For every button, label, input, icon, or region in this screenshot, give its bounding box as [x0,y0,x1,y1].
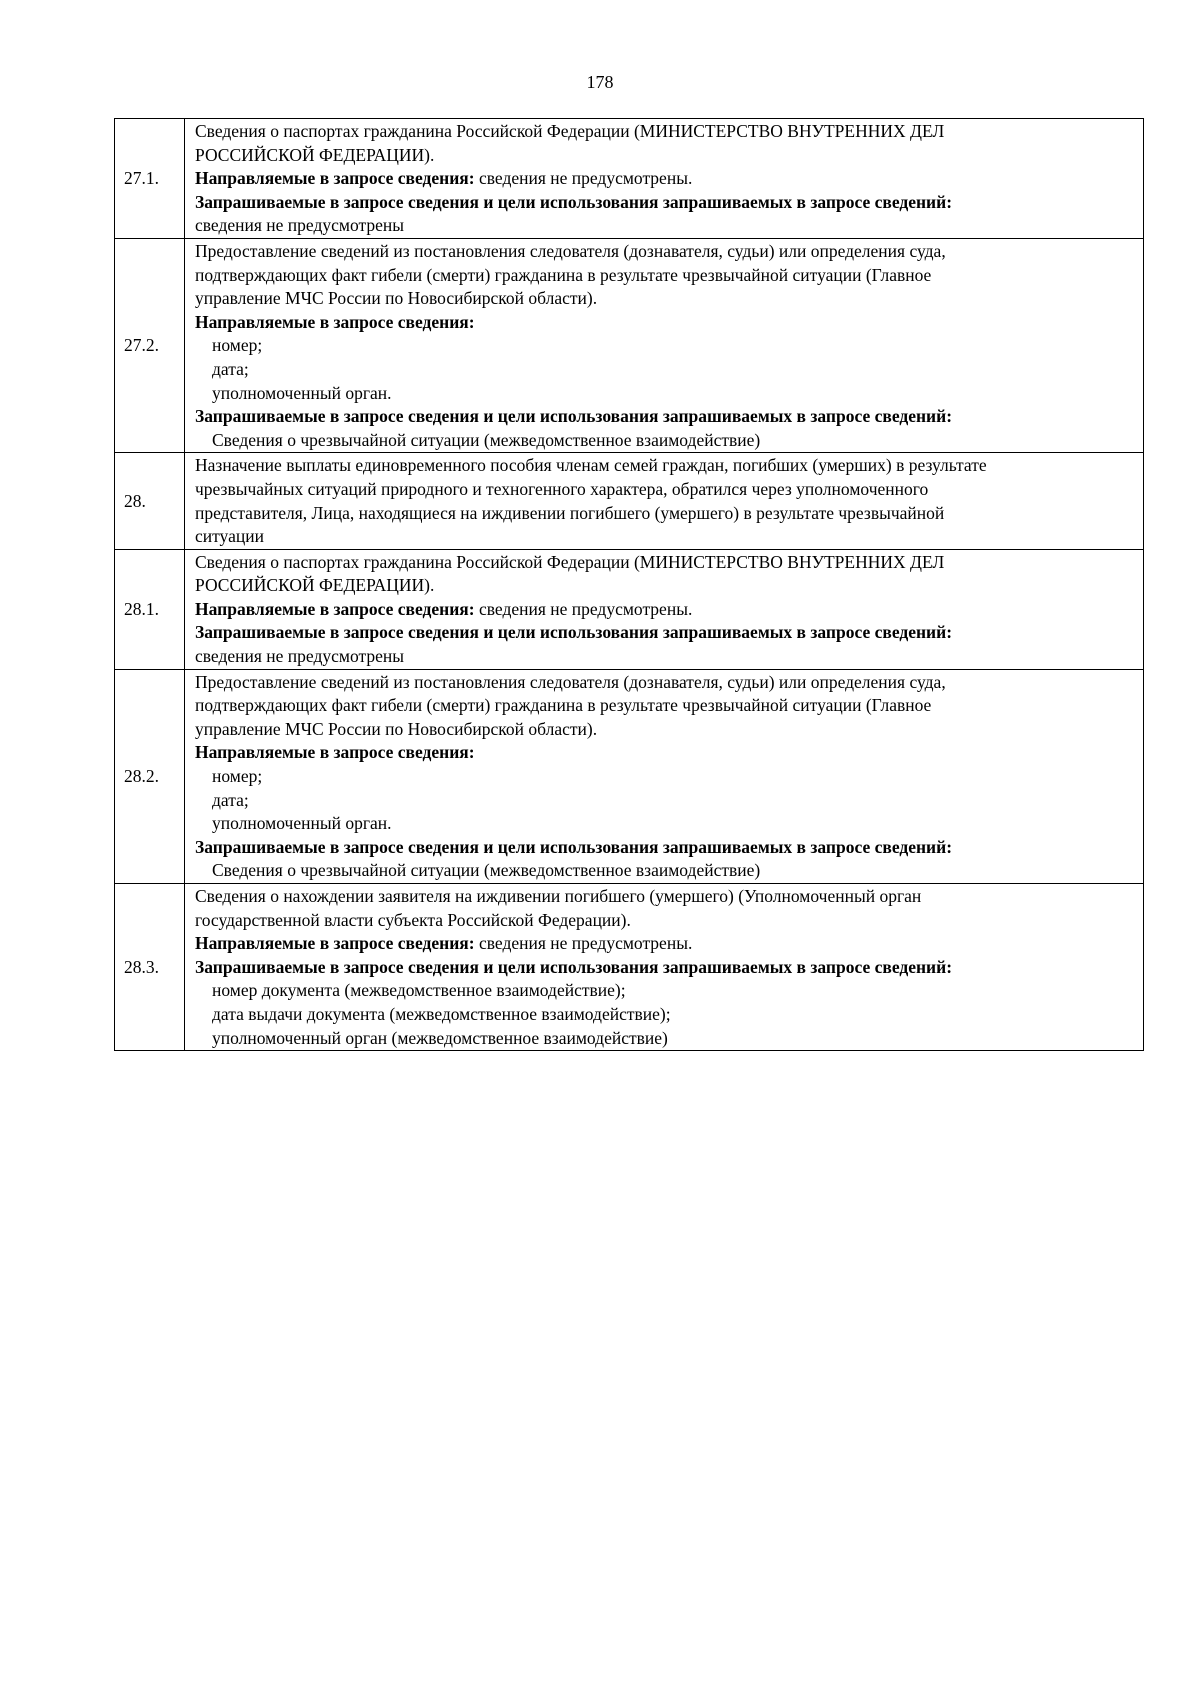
text-line [195,525,1133,549]
table-body [115,119,1144,1051]
text-fragment: подтверждающих факт гибели (смерти) гражданина в результате чрезвычайной ситуации (Главное [195,695,932,716]
text-line [195,264,1133,288]
text-line [195,167,1133,191]
text-line [195,812,1133,836]
row-number: 28.2. [115,669,185,883]
text-fragment: уполномоченный орган (межведомственное взаимодействие) [212,1027,668,1048]
text-fragment: Назначение выплаты единовременного пособия членам семей граждан, погибших (умерших) в результате [195,455,987,476]
text-line [195,1027,1133,1051]
text-fragment: номер документа (межведомственное взаимодействие); [212,980,626,1001]
text-line [195,287,1133,311]
page-number: 178 [586,72,614,92]
text-fragment: управление МЧС России по Новосибирской области). [195,718,598,739]
table-row [115,884,1144,1051]
text-line [195,478,1133,502]
text-fragment: уполномоченный орган. [212,382,392,403]
text-line [195,671,1133,695]
bold-label: Запрашиваемые в запросе сведения и цели использования запрашиваемых в запросе сведений: [195,622,953,643]
text-fragment: дата; [212,358,249,379]
text-fragment: сведения не предусмотрены [195,215,404,236]
text-line [195,956,1133,980]
text-line [195,859,1133,883]
text-line [195,334,1133,358]
row-content [185,119,1144,239]
table-row [115,119,1144,239]
text-line [195,405,1133,429]
text-line [195,429,1133,453]
text-fragment: Сведения о чрезвычайной ситуации (межведомственное взаимодействие) [212,429,761,450]
text-fragment: номер; [212,335,263,356]
text-line [195,120,1133,144]
text-line [195,789,1133,813]
text-line [195,454,1133,478]
row-number: 28. [115,453,185,549]
text-line [195,718,1133,742]
text-fragment: чрезвычайных ситуаций природного и техногенного характера, обратился через уполномоченного [195,478,929,499]
text-fragment: дата выдачи документа (межведомственное взаимодействие); [212,1003,671,1024]
row-content [185,453,1144,549]
text-line [195,765,1133,789]
text-line [195,311,1133,335]
text-line [195,382,1133,406]
text-line [195,502,1133,526]
text-fragment: сведения не предусмотрены. [474,168,693,189]
text-fragment: уполномоченный орган. [212,813,392,834]
text-line [195,358,1133,382]
text-fragment: представителя, Лица, находящиеся на иждивении погибшего (умершего) в результате чрезвычайной [195,502,945,523]
text-line [195,694,1133,718]
text-line [195,598,1133,622]
text-fragment: подтверждающих факт гибели (смерти) гражданина в результате чрезвычайной ситуации (Главное [195,264,932,285]
text-line [195,979,1133,1003]
bold-label: Направляемые в запросе сведения: [195,742,475,763]
text-fragment: Предоставление сведений из постановления следователя (дознавателя, судьи) или определения суда, [195,240,946,261]
text-fragment: дата; [212,789,249,810]
text-line [195,214,1133,238]
text-fragment: Сведения о нахождении заявителя на иждивении погибшего (умершего) (Уполномоченный орган [195,886,922,906]
text-fragment: сведения не предусмотрены. [474,598,693,619]
text-line [195,191,1133,215]
row-number: 27.1. [115,119,185,239]
row-content [185,549,1144,669]
bold-label: Запрашиваемые в запросе сведения и цели использования запрашиваемых в запросе сведений: [195,836,953,857]
text-fragment: управление МЧС России по Новосибирской области). [195,288,598,309]
text-line [195,836,1133,860]
bold-label: Направляемые в запросе сведения: [195,168,475,189]
text-line [195,645,1133,669]
text-line [195,621,1133,645]
text-fragment: сведения не предусмотрены. [474,933,693,954]
bold-label: Запрашиваемые в запросе сведения и цели использования запрашиваемых в запросе сведений: [195,956,953,977]
row-content [185,669,1144,883]
text-line [195,885,1133,909]
text-fragment: Сведения о паспортах гражданина Российской Федерации (МИНИСТЕРСТВО ВНУТРЕННИХ ДЕЛ [195,121,945,141]
text-fragment: сведения не предусмотрены [195,646,404,667]
text-line [195,741,1133,765]
text-line [195,932,1133,956]
text-fragment: Сведения о чрезвычайной ситуации (межведомственное взаимодействие) [212,860,761,881]
text-fragment: Предоставление сведений из постановления следователя (дознавателя, судьи) или определения суда, [195,671,946,692]
row-number: 28.3. [115,884,185,1051]
table-row [115,453,1144,549]
row-number: 28.1. [115,549,185,669]
text-line [195,240,1133,264]
text-fragment: номер; [212,766,263,787]
text-fragment: РОССИЙСКОЙ ФЕДЕРАЦИИ). [195,144,435,165]
table-row [115,669,1144,883]
text-fragment: РОССИЙСКОЙ ФЕДЕРАЦИИ). [195,575,435,596]
bold-label: Запрашиваемые в запросе сведения и цели использования запрашиваемых в запросе сведений: [195,406,953,427]
row-content [185,884,1144,1051]
text-line [195,551,1133,575]
table-row [115,549,1144,669]
row-number: 27.2. [115,238,185,452]
bold-label: Направляемые в запросе сведения: [195,598,475,619]
text-line [195,1003,1133,1027]
text-line [195,909,1133,933]
text-fragment: Сведения о паспортах гражданина Российской Федерации (МИНИСТЕРСТВО ВНУТРЕННИХ ДЕЛ [195,551,945,572]
services-table [114,118,1144,1051]
text-line [195,574,1133,598]
bold-label: Запрашиваемые в запросе сведения и цели использования запрашиваемых в запросе сведений: [195,191,953,212]
row-content [185,238,1144,452]
table-row [115,238,1144,452]
bold-label: Направляемые в запросе сведения: [195,311,475,332]
bold-label: Направляемые в запросе сведения: [195,933,475,954]
text-fragment: государственной власти субъекта Российской Федерации). [195,909,631,930]
text-fragment: ситуации [195,526,264,547]
text-line [195,144,1133,168]
